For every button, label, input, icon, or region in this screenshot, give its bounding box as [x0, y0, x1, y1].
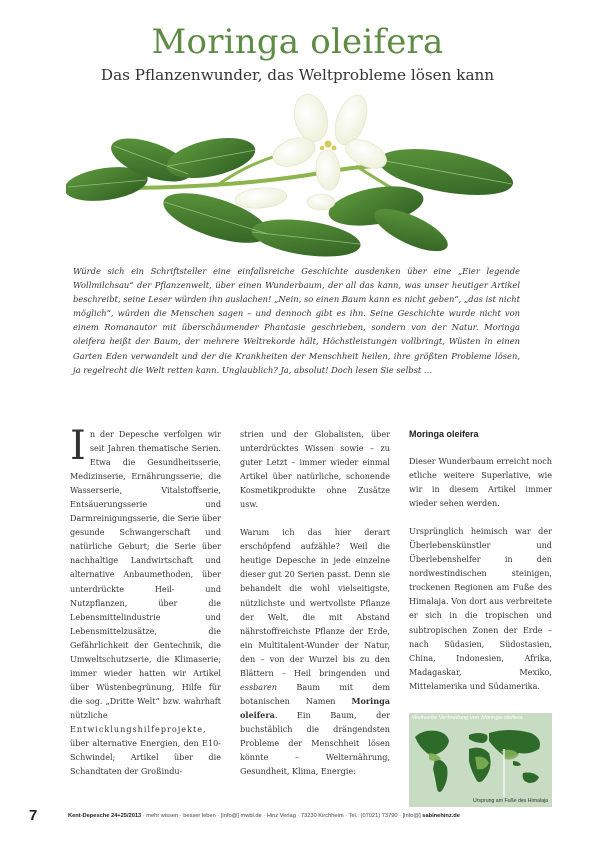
- column-1-text: n der Depesche verfolgen wir seit Jahren thematische Serien. Etwa die Gesundheitsserie, Medizinserie, Ernährungsserie, die Wasserserie, Vitalstoffserie, Entsäuerungsserie und Darmreinigungsserie, die Serie über gesunde Schwangerschaft und natürliche Geburt; die Serie über nachhaltige Landwirtschaft und alternative Anbaumethoden, über unterdrückte Heil- und Nutzpflanzen, über die Lebensmittelindustrie und Lebensmittelzusätze, die Gefährlichkeit der Gentechnik, die Umweltschutzserie, die Klimaserie; immer wieder hatten wir Artikel über Wüstenbegrünung, Hilfe für die sog. „Dritte Welt“ bzw. wahrhaft nützliche: [70, 429, 221, 720]
- page-number: 7: [29, 807, 38, 824]
- map-caption: Ursprung am Fuße des Himalaja: [473, 798, 548, 804]
- page-footer: [68, 813, 553, 819]
- body-column-2: [240, 427, 390, 778]
- world-map-graphic: [409, 713, 552, 807]
- distribution-map: [409, 713, 552, 807]
- sidebar-paragraph-1: Dieser Wunderbaum erreicht noch etliche weitere Superlative, wie wir in diesem Artikel immer wieder sehen werden.: [409, 456, 552, 509]
- drop-cap: I: [70, 423, 86, 469]
- spaced-term: Entwicklungshilfeprojekte: [70, 723, 204, 734]
- sidebar-paragraph-2: Ursprünglich heimisch war der Überlebenskünstler und Überlebenshelfer in den nordwestindischen steinigen, trockenen Regionen am Fuße des Himalaja. Von dort aus verbreitete er sich in die tropischen und subtropischen Zonen der Erde – nach Südasien, Südostasien, China, Indonesien, Afrika, Madagaskar, Mexiko, Mittelamerika und Südamerika.: [409, 526, 552, 691]
- footer-site: sabinehinz.de: [422, 813, 460, 819]
- footer-issue: Kent-Depesche 24+25/2013: [68, 813, 142, 819]
- botanical-name: Moringa oleifera: [240, 695, 390, 720]
- emphasis-text: essbaren: [240, 681, 277, 692]
- map-title: Weltweite Verbreitung von Moringa oleifera: [412, 715, 523, 721]
- sidebar-column: [409, 427, 552, 693]
- column-2-paragraph-2: Warum ich das hier derart erschöpfend aufzähle? Weil die heutige Depesche in jede einzelne dieser gut 20 Serien passt. Denn sie behandelt die wohl vielseitigste, nützlichste und wertvollste Pflanze der Welt, die mit Abstand nährstoffreichste Pflanze der Erde, ein Multitalent-Wunder der Natur, den – von der Wurzel bis zu den Blättern – Heil bringenden und essbaren Baum mit dem botanischen Namen Moringa oleifera. Ein Baum, der buchstäblich die drängendsten Probleme der Menschheit lösen könnte – Welternährung, Gesundheit, Klima, Energie:: [240, 527, 390, 777]
- body-column-1: [70, 423, 221, 778]
- article-title: Moringa oleifera: [151, 22, 444, 62]
- article-subtitle: Das Pflanzenwunder, das Weltprobleme lösen kann: [100, 66, 495, 84]
- column-1-text-end: , über alternative Energien, den E10-Schwindel; Artikel über die Schandtaten der Großindu-: [70, 723, 221, 777]
- intro-paragraph: Würde sich ein Schriftsteller eine einfallsreiche Geschichte ausdenken über eine „Eier legende Wollmilchsau“ der Pflanzenwelt, über einen Wunderbaum, der all das kann, was unser heutiger Artikel beschreibt, seine Leser würden ihn auslachen! „Nein, so einen Baum kann es nicht geben“, „das ist nicht möglich“, würden die Menschen sagen – und dennoch gibt es ihn. Seine Geschichte wurde nicht von einem Romanautor mit überschäumender Phantasie geschrieben, sondern von der Natur. Moringa oleifera heißt der Baum, der mehrere Weltrekorde hält, Höchstleistungen vollbringt, Wüsten in einen Garten Eden verwandelt und der die Krankheiten der Menschheit heilen, ihre größten Probleme lösen, ja regelrecht die Welt retten kann. Unglaublich? Ja, absolut! Doch lesen Sie selbst …: [73, 266, 520, 375]
- sidebar-heading: Moringa oleifera: [409, 429, 479, 439]
- footer-text: · mehr wissen · besser leben · [info@] mwbl.de · Hinz Verlag · 73230 Kirchheim · Tel.: (07021) 73790 · [info@]: [141, 813, 423, 819]
- column-2-paragraph-1: strien und der Globalisten, über unterdrücktes Wissen sowie – zu guter Letzt – immer wieder einmal Artikel über natürliche, schonende Kosmetikprodukte ohne Zusätze usw.: [240, 429, 390, 510]
- moringa-branch-photo: [66, 90, 556, 260]
